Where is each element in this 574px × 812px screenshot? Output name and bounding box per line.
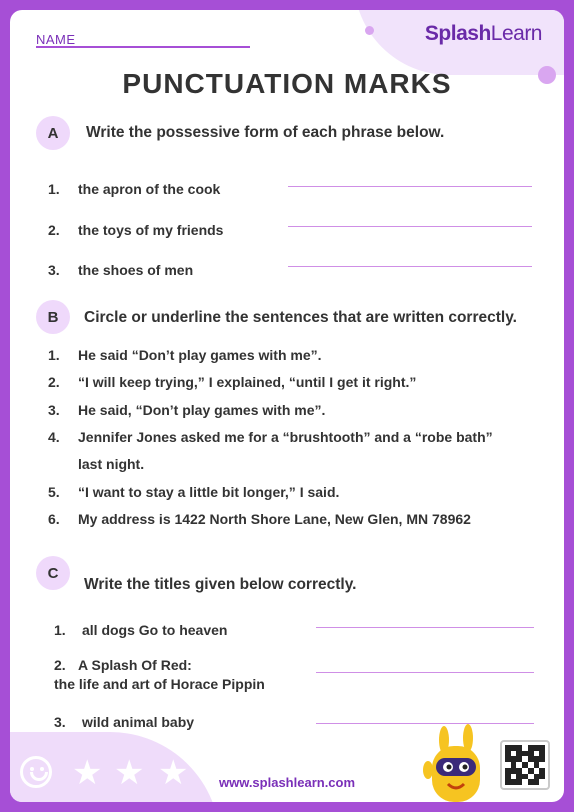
- section-c-instruction: Write the titles given below correctly.: [84, 576, 357, 593]
- worksheet-page: [10, 10, 564, 802]
- item-text: A Splash Of Red:: [78, 657, 192, 673]
- section-c-item: [54, 714, 194, 730]
- item-number: 1.: [54, 622, 66, 638]
- mascot-icon: [422, 724, 494, 802]
- item-number: 2.: [48, 374, 60, 390]
- item-number: 5.: [48, 484, 60, 500]
- name-field[interactable]: [36, 46, 250, 48]
- item-text: all dogs Go to heaven: [82, 622, 228, 638]
- logo-light: Learn: [490, 22, 542, 45]
- item-text: wild animal baby: [82, 714, 195, 730]
- item-number: 2.: [54, 657, 66, 673]
- section-b-sentence[interactable]: [48, 429, 493, 445]
- star-icon: ★: [72, 754, 103, 792]
- section-c-badge: C: [36, 556, 70, 590]
- item-text: the apron of the cook: [78, 181, 221, 197]
- item-number: 3.: [48, 262, 60, 278]
- page-title: PUNCTUATION MARKS: [122, 68, 452, 99]
- answer-line[interactable]: [288, 186, 532, 187]
- item-text: the shoes of men: [78, 262, 194, 278]
- answer-line[interactable]: [288, 266, 532, 267]
- logo-bold: Splash: [424, 22, 491, 45]
- section-c-item: [54, 657, 192, 673]
- item-text: the toys of my friends: [78, 222, 224, 238]
- item-number: 3.: [48, 402, 60, 418]
- section-a-item: [48, 222, 223, 238]
- name-label: NAME: [36, 32, 76, 47]
- section-b-sentence[interactable]: [48, 484, 339, 500]
- item-text: “I want to stay a little bit longer,” I said.: [78, 484, 340, 500]
- item-number: 4.: [48, 429, 60, 445]
- answer-line[interactable]: [288, 226, 532, 227]
- item-text: He said “Don’t play games with me”.: [78, 347, 322, 363]
- section-b-sentence-continued: last night.: [78, 456, 145, 472]
- answer-line[interactable]: [316, 627, 534, 628]
- decorative-dot: [365, 26, 374, 35]
- section-b-instruction: Circle or underline the sentences that are written correctly.: [84, 309, 517, 326]
- answer-line[interactable]: [316, 672, 534, 673]
- splashlearn-logo: [425, 22, 542, 46]
- section-a-instruction: Write the possessive form of each phrase below.: [86, 124, 445, 141]
- section-c-item-continued: the life and art of Horace Pippin: [54, 676, 265, 692]
- footer-url[interactable]: www.splashlearn.com: [218, 775, 356, 790]
- star-icon: ★: [158, 754, 189, 792]
- section-b-sentence[interactable]: [48, 402, 325, 418]
- item-text: My address is 1422 North Shore Lane, New Glen, MN 78962: [78, 511, 471, 527]
- item-number: 2.: [48, 222, 60, 238]
- section-b-sentence[interactable]: [48, 347, 322, 363]
- section-b-badge: B: [36, 300, 70, 334]
- item-text: He said, “Don’t play games with me”.: [78, 402, 326, 418]
- section-c-item: [54, 622, 227, 638]
- section-a-item: [48, 262, 193, 278]
- item-number: 6.: [48, 511, 60, 527]
- section-b-sentence[interactable]: [48, 511, 471, 527]
- item-text: Jennifer Jones asked me for a “brushtooth” and a “robe bath”: [78, 429, 493, 445]
- section-b-sentence[interactable]: [48, 374, 416, 390]
- section-a-item: [48, 181, 220, 197]
- item-number: 1.: [48, 181, 60, 197]
- item-number: 1.: [48, 347, 60, 363]
- item-text: “I will keep trying,” I explained, “until I get it right.”: [78, 374, 417, 390]
- star-icon: ★: [114, 754, 145, 792]
- section-a-badge: A: [36, 116, 70, 150]
- item-number: 3.: [54, 714, 66, 730]
